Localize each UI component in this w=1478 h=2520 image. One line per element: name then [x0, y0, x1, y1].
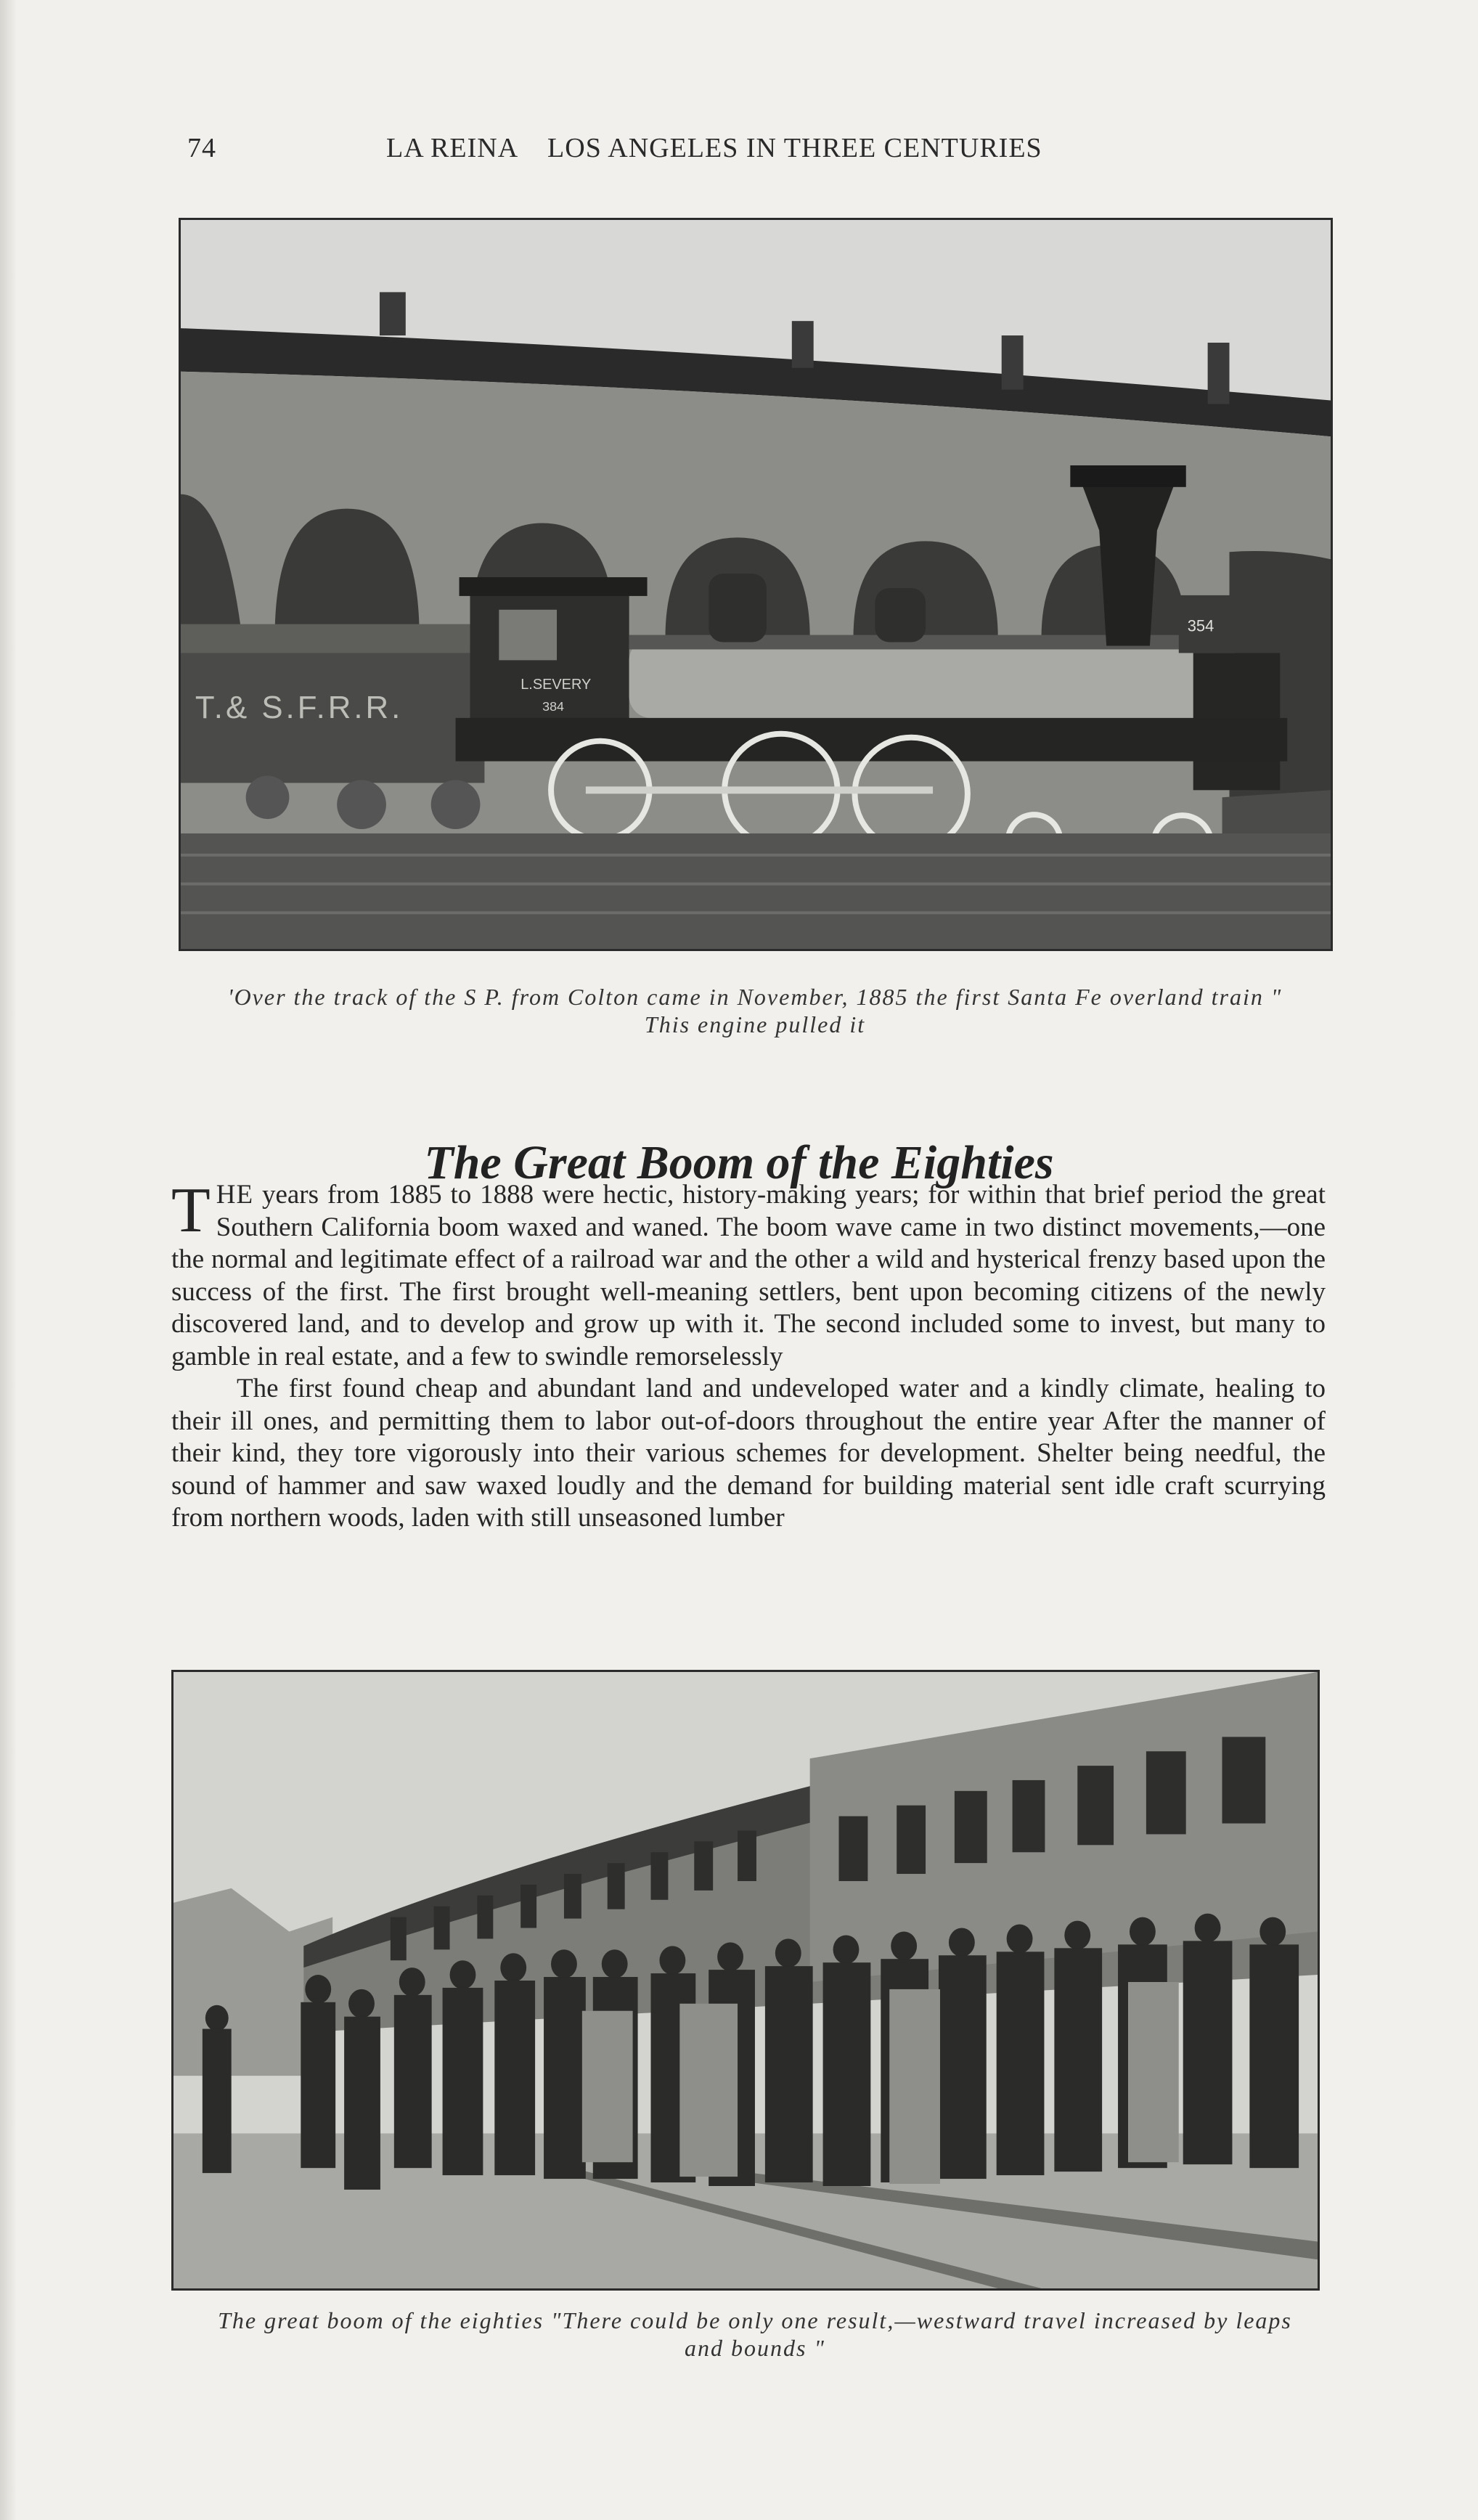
- tender-lettering: T.& S.F.R.R.: [195, 689, 404, 725]
- bottom-photo-caption: The great boom of the eighties "There could be only one result,—westward travel increased by leaps and bounds ": [218, 2307, 1292, 2361]
- paragraph-2: The first found cheap and abundant land and undeveloped water and a kindly climate, healing to their ill ones, and permitting them to labor out-of-doors throughout the entire year After the manner of their kind, they tore vigorously into their various schemes for development. Shelter being needful, the sound of hammer and saw waxed loudly and the demand for building material sent idle craft scurrying from northern woods, laden with still unseasoned lumber: [171, 1374, 1326, 1533]
- page-edge: [0, 0, 16, 2520]
- locomotive-photo: [179, 218, 1333, 951]
- locomotive-illustration: [181, 220, 1331, 949]
- crowd-photo: [171, 1670, 1320, 2291]
- page-number: 74: [187, 133, 216, 163]
- paragraph-1-text: years from 1885 to 1888 were hectic, history-making years; for within that brief period the great Southern California boom waxed and waned. The boom wave came in two distinct movements,—one the normal and legitimate effect of a railroad war and the other a wild and hysterical frenzy based upon the success of the first. The first brought well-meaning settlers, bent upon becoming citizens of the newly discovered land, and to develop and grow up with it. The second included some to invest, but many to gamble in real estate, and a few to swindle remorselessly: [171, 1180, 1326, 1371]
- article-title: The Great Boom of the Eighties: [424, 1136, 1054, 1190]
- cab-number: 384: [542, 698, 565, 714]
- front-number: 354: [1187, 616, 1214, 635]
- paragraph-1: [171, 1175, 1326, 1373]
- first-word-rest: HE: [216, 1180, 254, 1210]
- crowd-illustration: [173, 1672, 1318, 2288]
- page-header: [0, 132, 1478, 176]
- running-title: LA REINA LOS ANGELES IN THREE CENTURIES: [386, 133, 1042, 163]
- cab-name: L.SEVERY: [520, 677, 592, 693]
- top-photo-caption: 'Over the track of the S P. from Colton came in November, 1885 the first Santa Fe overland train " This engine pulled it: [227, 984, 1283, 1037]
- drop-cap: T: [171, 1175, 211, 1246]
- article-body: [171, 1175, 1326, 1535]
